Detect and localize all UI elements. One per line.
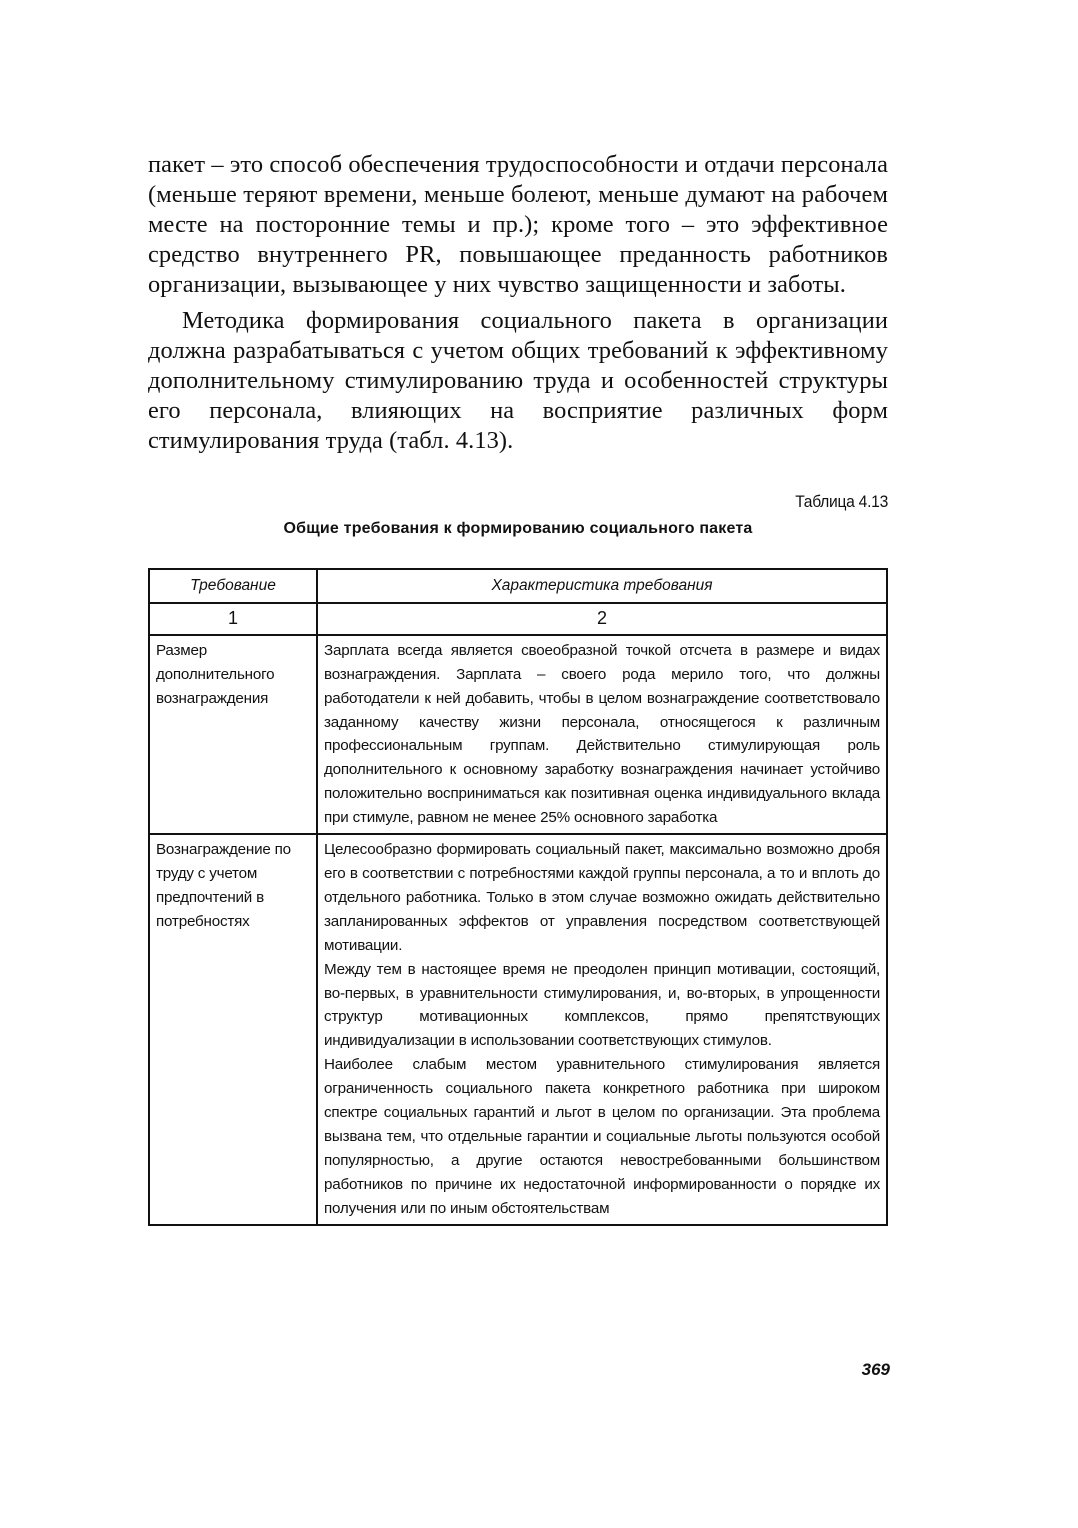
description-cell [317,635,887,834]
description-paragraph: Зарплата всегда является своеобразной точкой отсчета в размере и видах вознаграждения. Зарплата – своего рода мерило того, что должны работодатели к ней добавить, чтобы в целом вознаграждение соответствовало заданному качеству жизни персонала, относящегося к различным профессиональным группам. Действительно стимулирующая роль дополнительного к основному заработку вознаграждения начинает устойчиво положительно восприниматься как позитивная оценка индивидуального вклада при стимуле, равном не менее 25% основного заработка [324,641,880,827]
requirement-cell: Вознаграждение по труду с учетом предпочтений в потребностях [149,834,317,1225]
page-number: 369 [861,1360,890,1379]
paragraph-continuation: пакет – это способ обеспечения трудоспособности и отдачи персонала (меньше теряют времени, меньше болеют, меньше думают на рабочем месте на посторонние темы и пр.); кроме того – это эффективное средство внутреннего PR, повышающее преданность работников организации, вызывающее у них чувство защищенности и заботы. [148,151,888,298]
table-row [149,834,887,1225]
requirements-table [148,568,888,1226]
column-number-row [149,603,887,635]
description-cell [317,834,887,1225]
table-title: Общие требования к формированию социального пакета [283,520,753,537]
paragraph-methodology: Методика формирования социального пакета в организации должна разрабатываться с учетом общих требований к эффективному дополнительному стимулированию труда и особенностей структуры его персонала, влияющих на восприятие различных форм стимулирования труда (табл. 4.13). [148,307,888,454]
description-paragraph: Между тем в настоящее время не преодолен принцип мотивации, состоящий, во-первых, в уравнительности стимулирования, и, во-вторых, в упрощенности структур мотивационных комплексов, прямо препятствующих индивидуализации в использовании соответствующих стимулов. [324,960,880,1050]
table-header-row [149,569,887,603]
requirement-cell: Размер дополнительного вознаграждения [149,635,317,834]
column-number-2: 2 [317,603,887,635]
description-paragraph: Наиболее слабым местом уравнительного стимулирования является ограниченность социального пакета конкретного работника при широком спектре социальных гарантий и льгот в целом по организации. Эта проблема вызвана тем, что отдельные гарантии и социальные льготы пользуются особой популярностью, а другие остаются невостребованными большинством работников по причине их недостаточной информированности о порядке их получения или по иным обстоятельствам [324,1056,880,1217]
page-content [148,150,888,1226]
header-requirement: Требование [149,569,317,603]
description-paragraph: Целесообразно формировать социальный пакет, максимально возможно дробя его в соответствии с потребностями каждой группы персонала, а то и вплоть до отдельного работника. Только в этом случае возможно ожидать действительно запланированных эффектов от управления посредством соответствующей мотивации. [324,841,880,954]
header-characteristic: Характеристика требования [317,569,887,603]
column-number-1: 1 [149,603,317,635]
table-row [149,635,887,834]
table-number: Таблица 4.13 [795,492,888,511]
